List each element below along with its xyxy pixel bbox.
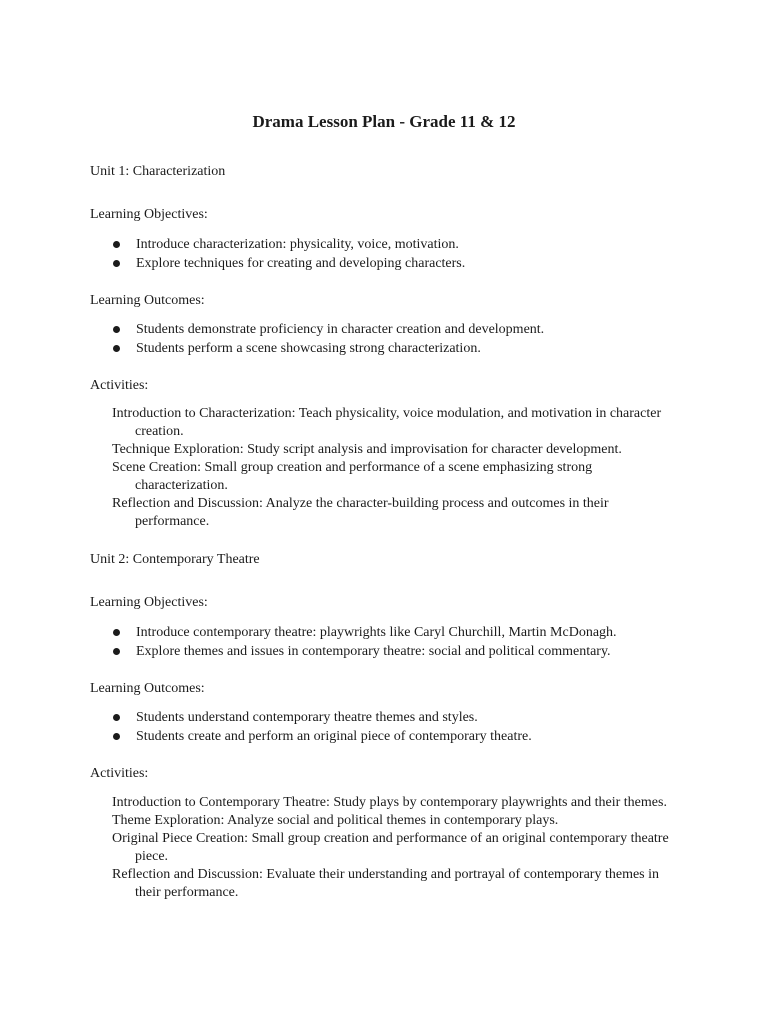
activity-item: Technique Exploration: Study script analysis and improvisation for character development.	[112, 442, 622, 457]
activity-item: Original Piece Creation: Small group creation and performance of an original contemporary theatre piece.	[112, 831, 669, 864]
outcome-item: Students create and perform an original piece of contemporary theatre.	[112, 727, 532, 746]
objective-item: Introduce characterization: physicality, voice, motivation.	[112, 235, 465, 254]
objectives-heading: Learning Objectives:	[90, 207, 208, 222]
objective-item: Introduce contemporary theatre: playwrights like Caryl Churchill, Martin McDonagh.	[112, 623, 617, 642]
activity-item: Theme Exploration: Analyze social and political themes in contemporary plays.	[112, 813, 559, 828]
activity-item: Introduction to Characterization: Teach physicality, voice modulation, and motivation in character creation.	[112, 406, 662, 439]
activities-heading: Activities:	[90, 378, 149, 393]
activities-list	[112, 794, 677, 902]
activity-item: Scene Creation: Small group creation and performance of a scene emphasizing strong characterization.	[112, 460, 593, 493]
outcome-item: Students perform a scene showcasing strong characterization.	[112, 339, 544, 358]
activities-list	[112, 405, 677, 531]
objective-item: Explore techniques for creating and developing characters.	[112, 254, 465, 273]
outcome-item: Students understand contemporary theatre themes and styles.	[112, 708, 532, 727]
outcomes-heading: Learning Outcomes:	[90, 293, 205, 308]
objectives-list	[112, 235, 465, 273]
objectives-list	[112, 623, 617, 661]
activity-item: Introduction to Contemporary Theatre: Study plays by contemporary playwrights and their themes.	[112, 795, 667, 810]
activity-item: Reflection and Discussion: Evaluate their understanding and portrayal of contemporary themes in their performance.	[112, 867, 660, 900]
unit-heading: Unit 2: Contemporary Theatre	[90, 552, 260, 567]
outcomes-list	[112, 320, 544, 358]
outcomes-list	[112, 708, 532, 746]
objective-item: Explore themes and issues in contemporary theatre: social and political commentary.	[112, 642, 617, 661]
outcome-item: Students demonstrate proficiency in character creation and development.	[112, 320, 544, 339]
objectives-heading: Learning Objectives:	[90, 595, 208, 610]
activity-item: Reflection and Discussion: Analyze the character-building process and outcomes in their performance.	[112, 496, 609, 529]
unit-heading: Unit 1: Characterization	[90, 164, 226, 179]
outcomes-heading: Learning Outcomes:	[90, 681, 205, 696]
activities-heading: Activities:	[90, 766, 149, 781]
document-title: Drama Lesson Plan - Grade 11 & 12	[252, 112, 516, 131]
